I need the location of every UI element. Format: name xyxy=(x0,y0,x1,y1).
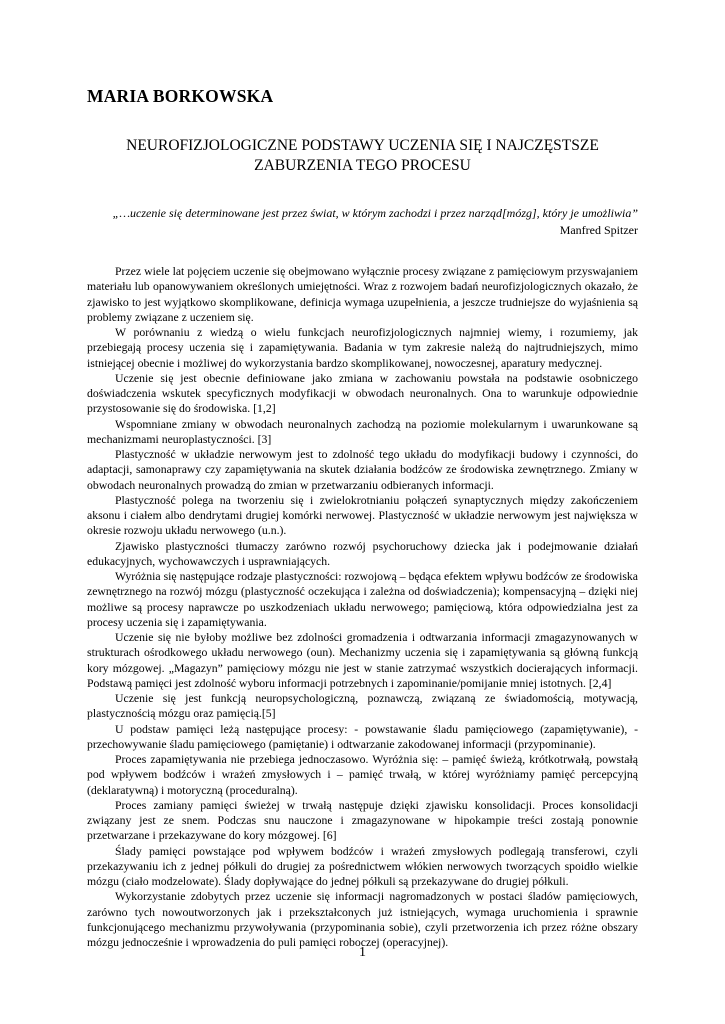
paragraph: Ślady pamięci powstające pod wpływem bodźców i wrażeń zmysłowych podlegają transferowi, czyli przekazywaniu ich z jednej półkuli do drugiej za pośrednictwem włókien nerwowych tworzących spoidło wielkie mózgu (ciało modzelowate). Ślady dopływające do jednej półkuli są przekazywane do drugiej półkuli. xyxy=(87,844,638,888)
paragraph: Proces zamiany pamięci świeżej w trwałą następuje dzięki zjawisku konsolidacji. Proces konsolidacji związany jest ze snem. Podczas snu nauczone i zmagazynowane w hipokampie treści zostają ponownie przetwarzane i przekazywane do kory mózgowej. [6] xyxy=(87,798,638,843)
paragraph: Uczenie się jest obecnie definiowane jako zmiana w zachowaniu powstała na podstawie osobniczego doświadczenia wskutek specyficznych modyfikacji w obwodach neuronalnych. Ona to warunkuje odpowiednie przystosowanie się do środowiska. [1,2] xyxy=(87,371,638,416)
paragraph: Plastyczność w układzie nerwowym jest to zdolność tego układu do modyfikacji budowy i czynności, do adaptacji, samonaprawy czy zapamiętywania na skutek działania bodźców ze środowiska zewnętrznego. Zmiany w obwodach neuronalnych prowadzą do zmian w przetwarzaniu odbieranych informacji. xyxy=(87,448,638,492)
epigraph-author: Manfred Spitzer xyxy=(559,222,638,237)
paragraph: Wyróżnia się następujące rodzaje plastyczności: rozwojową – będąca efektem wpływu bodźców ze środowiska zewnętrznego na rozwój mózgu (plastyczność oczekująca i zależna od doświadczenia); kompensacyjną – dzięki niej możliwe są procesy naprawcze po uszkodzeniach układu nerwowego; pamięciową, która odpowiedzialna jest za procesy uczenia się i zapamiętywania. xyxy=(87,570,638,629)
paragraph: Wykorzystanie zdobytych przez uczenie się informacji nagromadzonych w postaci śladów pamięciowych, zarówno tych nowoutworzonych jak i przekształconych już istniejących, wymaga uruchomienia i sprawnie funkcjonującego mechanizmu przywoływania (przypominania sobie), czyli przetworzenia ich przez różne obszary mózgu jednocześnie i wprowadzenia do puli pamięci roboczej (operacyjnej). xyxy=(87,890,638,949)
body-text xyxy=(87,264,638,950)
paragraph: Zjawisko plastyczności tłumaczy zarówno rozwój psychoruchowy dziecka jak i podejmowanie działań edukacyjnych, wychowawczych i usprawniających. xyxy=(87,539,638,568)
epigraph-quote: „…uczenie się determinowane jest przez świat, w którym zachodzi i przez narząd[mózg], który je umożliwia” xyxy=(112,206,638,220)
document-title xyxy=(87,136,638,176)
epigraph xyxy=(87,206,638,238)
paragraph: Przez wiele lat pojęciem uczenie się obejmowano wyłącznie procesy związane z pamięciowym przyswajaniem materiału lub opanowywaniem określonych umiejętności. Wraz z rozwojem badań neurofizjologicznych okazało, że zjawisko to jest wyjątkowo skomplikowane, definicja wymaga uzupełnienia, a jeszcze trudniejsze do wyjaśnienia są problemy związane z uczeniem się. xyxy=(87,265,638,324)
page-number: 1 xyxy=(359,945,366,960)
paragraph: Proces zapamiętywania nie przebiega jednoczasowo. Wyróżnia się: – pamięć świeżą, krótkotrwałą, powstałą pod wpływem bodźców i wrażeń zmysłowych i – pamięć trwałą, w której wyróżniamy pamięć percepcyjną (deklaratywną) i motoryczną (proceduralną). xyxy=(87,753,638,797)
paragraph: Wspomniane zmiany w obwodach neuronalnych zachodzą na poziomie molekularnym i uwarunkowane są mechanizmami neuroplastyczności. [3] xyxy=(87,417,638,446)
paragraph: Uczenie się jest funkcją neuropsychologiczną, poznawczą, związaną ze świadomością, motywacją, plastycznością mózgu oraz pamięcią.[5] xyxy=(87,692,638,721)
paragraph: W porównaniu z wiedzą o wielu funkcjach neurofizjologicznych najmniej wiemy, i rozumiemy, jak przebiegają procesy uczenia się i zapamiętywania. Badania w tym zakresie należą do najtrudniejszych, mimo istniejącej obecnie i możliwej do wykorzystania bardzo skomplikowanej, nowoczesnej, aparatury medycznej. xyxy=(87,326,638,370)
title-line: ZABURZENIA TEGO PROCESU xyxy=(254,157,471,174)
document-page xyxy=(87,0,638,1024)
title-line: NEUROFIZJOLOGICZNE PODSTAWY UCZENIA SIĘ I NAJCZĘSTSZE xyxy=(126,137,599,154)
paragraph: Uczenie się nie byłoby możliwe bez zdolności gromadzenia i odtwarzania informacji zmagazynowanych w strukturach ośrodkowego układu nerwowego (oun). Mechanizmy uczenia się i zapamiętywania są główną funkcją kory mózgowej. „Magazyn” pamięciowy mózgu nie jest w stanie zatrzymać wszystkich docierających informacji. Podstawą pamięci jest zdolność wyboru informacji potrzebnych i zapominanie/pomijanie mniej istotnych. [2,4] xyxy=(87,631,638,690)
paragraph: Plastyczność polega na tworzeniu się i zwielokrotnianiu połączeń synaptycznych między zakończeniem aksonu i ciałem albo dendrytami drugiej komórki nerwowej. Plastyczność w układzie nerwowym jest największa w okresie rozwoju układu nerwowego (u.n.). xyxy=(87,493,638,538)
author-name: MARIA BORKOWSKA xyxy=(87,86,274,106)
paragraph: U podstaw pamięci leżą następujące procesy: - powstawanie śladu pamięciowego (zapamiętywanie), - przechowywanie śladu pamięciowego (pamiętanie) i odtwarzanie zakodowanej informacji (przypominanie). xyxy=(87,722,638,751)
